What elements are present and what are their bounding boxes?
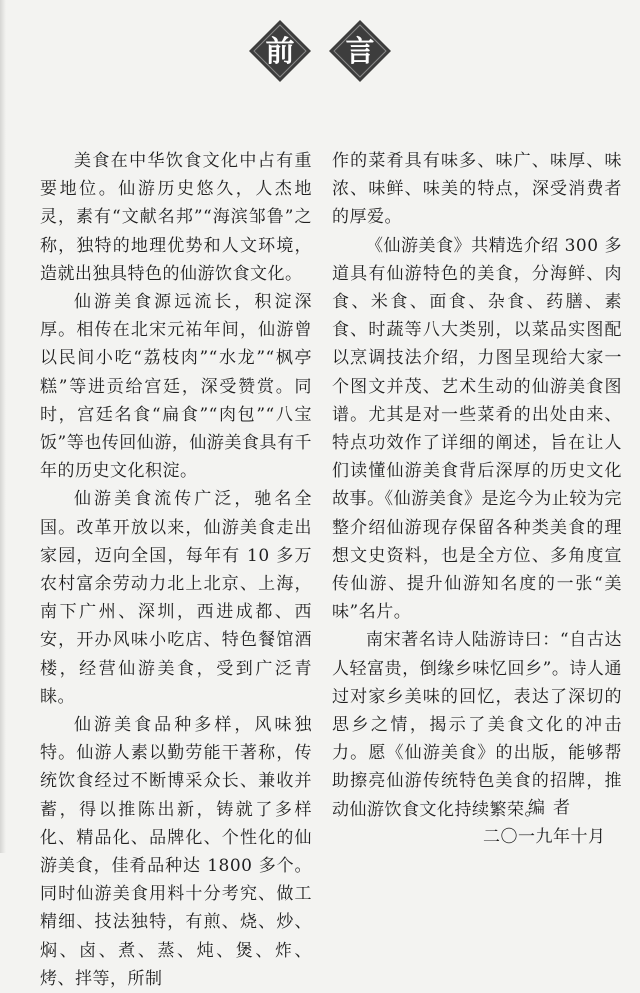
paragraph-1: 美食在中华饮食文化中占有重要地位。仙游历史悠久，人杰地灵，素有“文献名邦”“海滨邹鲁”之称，独特的地理优势和人文环境，造就出独具特色的仙游饮食文化。: [40, 151, 312, 284]
heading-diamond-1: [246, 17, 314, 85]
paragraph-4-continuation: 作的菜肴具有味多、味广、味厚、味浓、味鲜、味美的特点，深受消费者的厚爱。: [332, 151, 622, 228]
heading-diamond-2: [326, 17, 394, 85]
page-binding-shadow: [0, 0, 6, 853]
heading-char-1: 前: [265, 34, 295, 68]
left-column: [40, 147, 312, 993]
signature-date: 二〇一九年十月: [483, 827, 606, 847]
page-heading: [240, 14, 400, 96]
paragraph-5: 《仙游美食》共精选介绍 300 多道具有仙游特色的美食，分海鲜、肉食、米食、面食、杂食、药膳、素食、时蔬等八大类别，以菜品实图配以烹调技法介绍，力图呈现给大家一个图文并茂、艺术生动的仙游美食图谱。尤其是对一些菜肴的出处由来、特点功效作了详细的阐述，旨在让人们读懂仙游美食背后深厚的历史文化故事。《仙游美食》是迄今为止较为完整介绍仙游现存保留各种类美食的理想文史资料，也是全方位、多角度宣传仙游、提升仙游知名度的一张“美味”名片。: [332, 235, 622, 623]
heading-char-2: 言: [345, 34, 375, 68]
paragraph-3: 仙游美食流传广泛，驰名全国。改革开放以来，仙游美食走出家园，迈向全国，每年有 10 多万农村富余劳动力北上北京、上海，南下广州、深圳，西进成都、西安，开办风味小吃店、特色餐馆酒楼，经营仙游美食，受到广泛青睐。: [40, 489, 312, 707]
paragraph-2: 仙游美食源远流长，积淀深厚。相传在北宋元祐年间，仙游曾以民间小吃“荔枝肉”“水龙”“枫亭糕”等进贡给宫廷，深受赞赏。同时，宫廷名食“扁食”“肉包”“八宝饭”等也传回仙游，仙游美食具有千年的历史文化积淀。: [40, 292, 312, 482]
right-column: [332, 147, 622, 824]
paragraph-6: 南宋著名诗人陆游诗曰：“自古达人轻富贵，倒缘乡味忆回乡”。诗人通过对家乡美味的回忆，表达了深切的思乡之情，揭示了美食文化的冲击力。愿《仙游美食》的出版，能够帮助擦亮仙游传统特色美食的招牌，推动仙游饮食文化持续繁荣。: [332, 630, 622, 820]
paragraph-4: 仙游美食品种多样，风味独特。仙游人素以勤劳能干著称，传统饮食经过不断博采众长、兼收并蓄，得以推陈出新，铸就了多样化、精品化、品牌化、个性化的仙游美食，佳肴品种达 1800 多个。同时仙游美食用料十分考究、做工精细、技法独特，有煎、烧、炒、焖、卤、煮、蒸、炖、煲、炸、烤、拌等，所制: [40, 715, 312, 989]
signature-editor: 编者: [528, 798, 578, 818]
